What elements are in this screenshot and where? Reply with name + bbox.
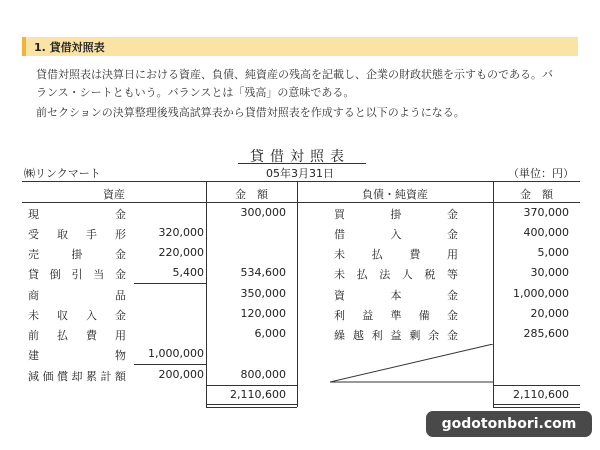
paragraph-line-2: ランス・シートともいう。バランスとは「残高」の意味である。	[36, 86, 355, 99]
asset-label: 減 価 償 却 累 計 額	[28, 370, 126, 383]
liability-label: 未 払 費 用	[334, 248, 458, 261]
asset-label: 商 品	[28, 289, 126, 302]
asset-amount: 534,600	[240, 266, 286, 279]
total-double-rule-right-1	[493, 404, 580, 405]
asset-amount: 300,000	[240, 206, 286, 219]
liability-amount: 1,000,000	[513, 287, 569, 300]
asset-label: 前 払 費 用	[28, 329, 126, 342]
asset-label: 売 掛 金	[28, 248, 126, 261]
asset-subamount: 5,400	[172, 266, 204, 279]
liability-amount: 285,600	[523, 327, 569, 340]
liability-amount: 400,000	[523, 226, 569, 239]
asset-amount: 120,000	[240, 307, 286, 320]
statement-date: 05年3月31日	[266, 167, 334, 180]
header-liabilities: 負債・純資産	[362, 188, 428, 201]
asset-label: 貸 倒 引 当 金	[28, 268, 126, 281]
liability-label: 繰 越 利 益 剰 余 金	[334, 329, 458, 342]
liability-label: 資 本 金	[334, 289, 458, 302]
liability-label: 未 払 法 人 税 等	[334, 268, 458, 281]
header-rule	[22, 202, 580, 203]
strike-diagonal-line	[330, 344, 494, 386]
liability-amount: 20,000	[530, 307, 569, 320]
total-rule-left	[206, 385, 297, 386]
section-heading: 1. 貸借対照表	[34, 41, 105, 54]
header-amount-right: 金 額	[520, 188, 553, 201]
asset-amount: 800,000	[240, 368, 286, 381]
asset-label: 現 金	[28, 208, 126, 221]
statement-title: 貸借対照表	[250, 149, 350, 165]
liability-label: 買 掛 金	[334, 208, 458, 221]
section-heading-bar	[22, 37, 578, 56]
asset-subamount: 1,000,000	[148, 347, 204, 360]
table-top-rule	[22, 181, 580, 182]
header-amount-left: 金 額	[235, 188, 268, 201]
asset-subamount: 320,000	[158, 226, 204, 239]
asset-subamount: 220,000	[158, 246, 204, 259]
divider-center	[297, 181, 298, 407]
liability-amount: 5,000	[537, 246, 569, 259]
total-right: 2,110,600	[513, 388, 569, 401]
total-double-rule-left-1	[206, 404, 297, 405]
total-rule-right	[493, 385, 580, 386]
asset-subamount: 200,000	[158, 368, 204, 381]
statement-title-underline	[238, 163, 366, 164]
liability-label: 利 益 準 備 金	[334, 309, 458, 322]
liability-amount: 30,000	[530, 266, 569, 279]
total-double-rule-left-2	[206, 407, 297, 408]
unit-label: （単位：円）	[508, 167, 574, 180]
liability-label: 借 入 金	[334, 228, 458, 241]
paragraph-line-1: 貸借対照表は決算日における資産、負債、純資産の残高を記載し、企業の財政状態を示すものである。バ	[36, 68, 553, 81]
asset-amount: 6,000	[254, 327, 286, 340]
header-assets: 資産	[103, 188, 125, 201]
paragraph-line-3: 前セクションの決算整理後残高試算表から貸借対照表を作成すると以下のようになる。	[36, 106, 465, 119]
liability-amount: 370,000	[523, 206, 569, 219]
total-left: 2,110,600	[230, 388, 286, 401]
asset-amount: 350,000	[240, 287, 286, 300]
total-double-rule-right-2	[493, 407, 580, 408]
site-watermark: godotonbori.com	[426, 411, 592, 437]
company-name: ㈱リンクマート	[24, 167, 101, 180]
subtotal-rule-receivables	[134, 283, 206, 284]
asset-label: 受 取 手 形	[28, 228, 126, 241]
subtotal-rule-building	[134, 364, 206, 365]
asset-label: 未 収 入 金	[28, 309, 126, 322]
asset-label: 建 物	[28, 349, 126, 362]
